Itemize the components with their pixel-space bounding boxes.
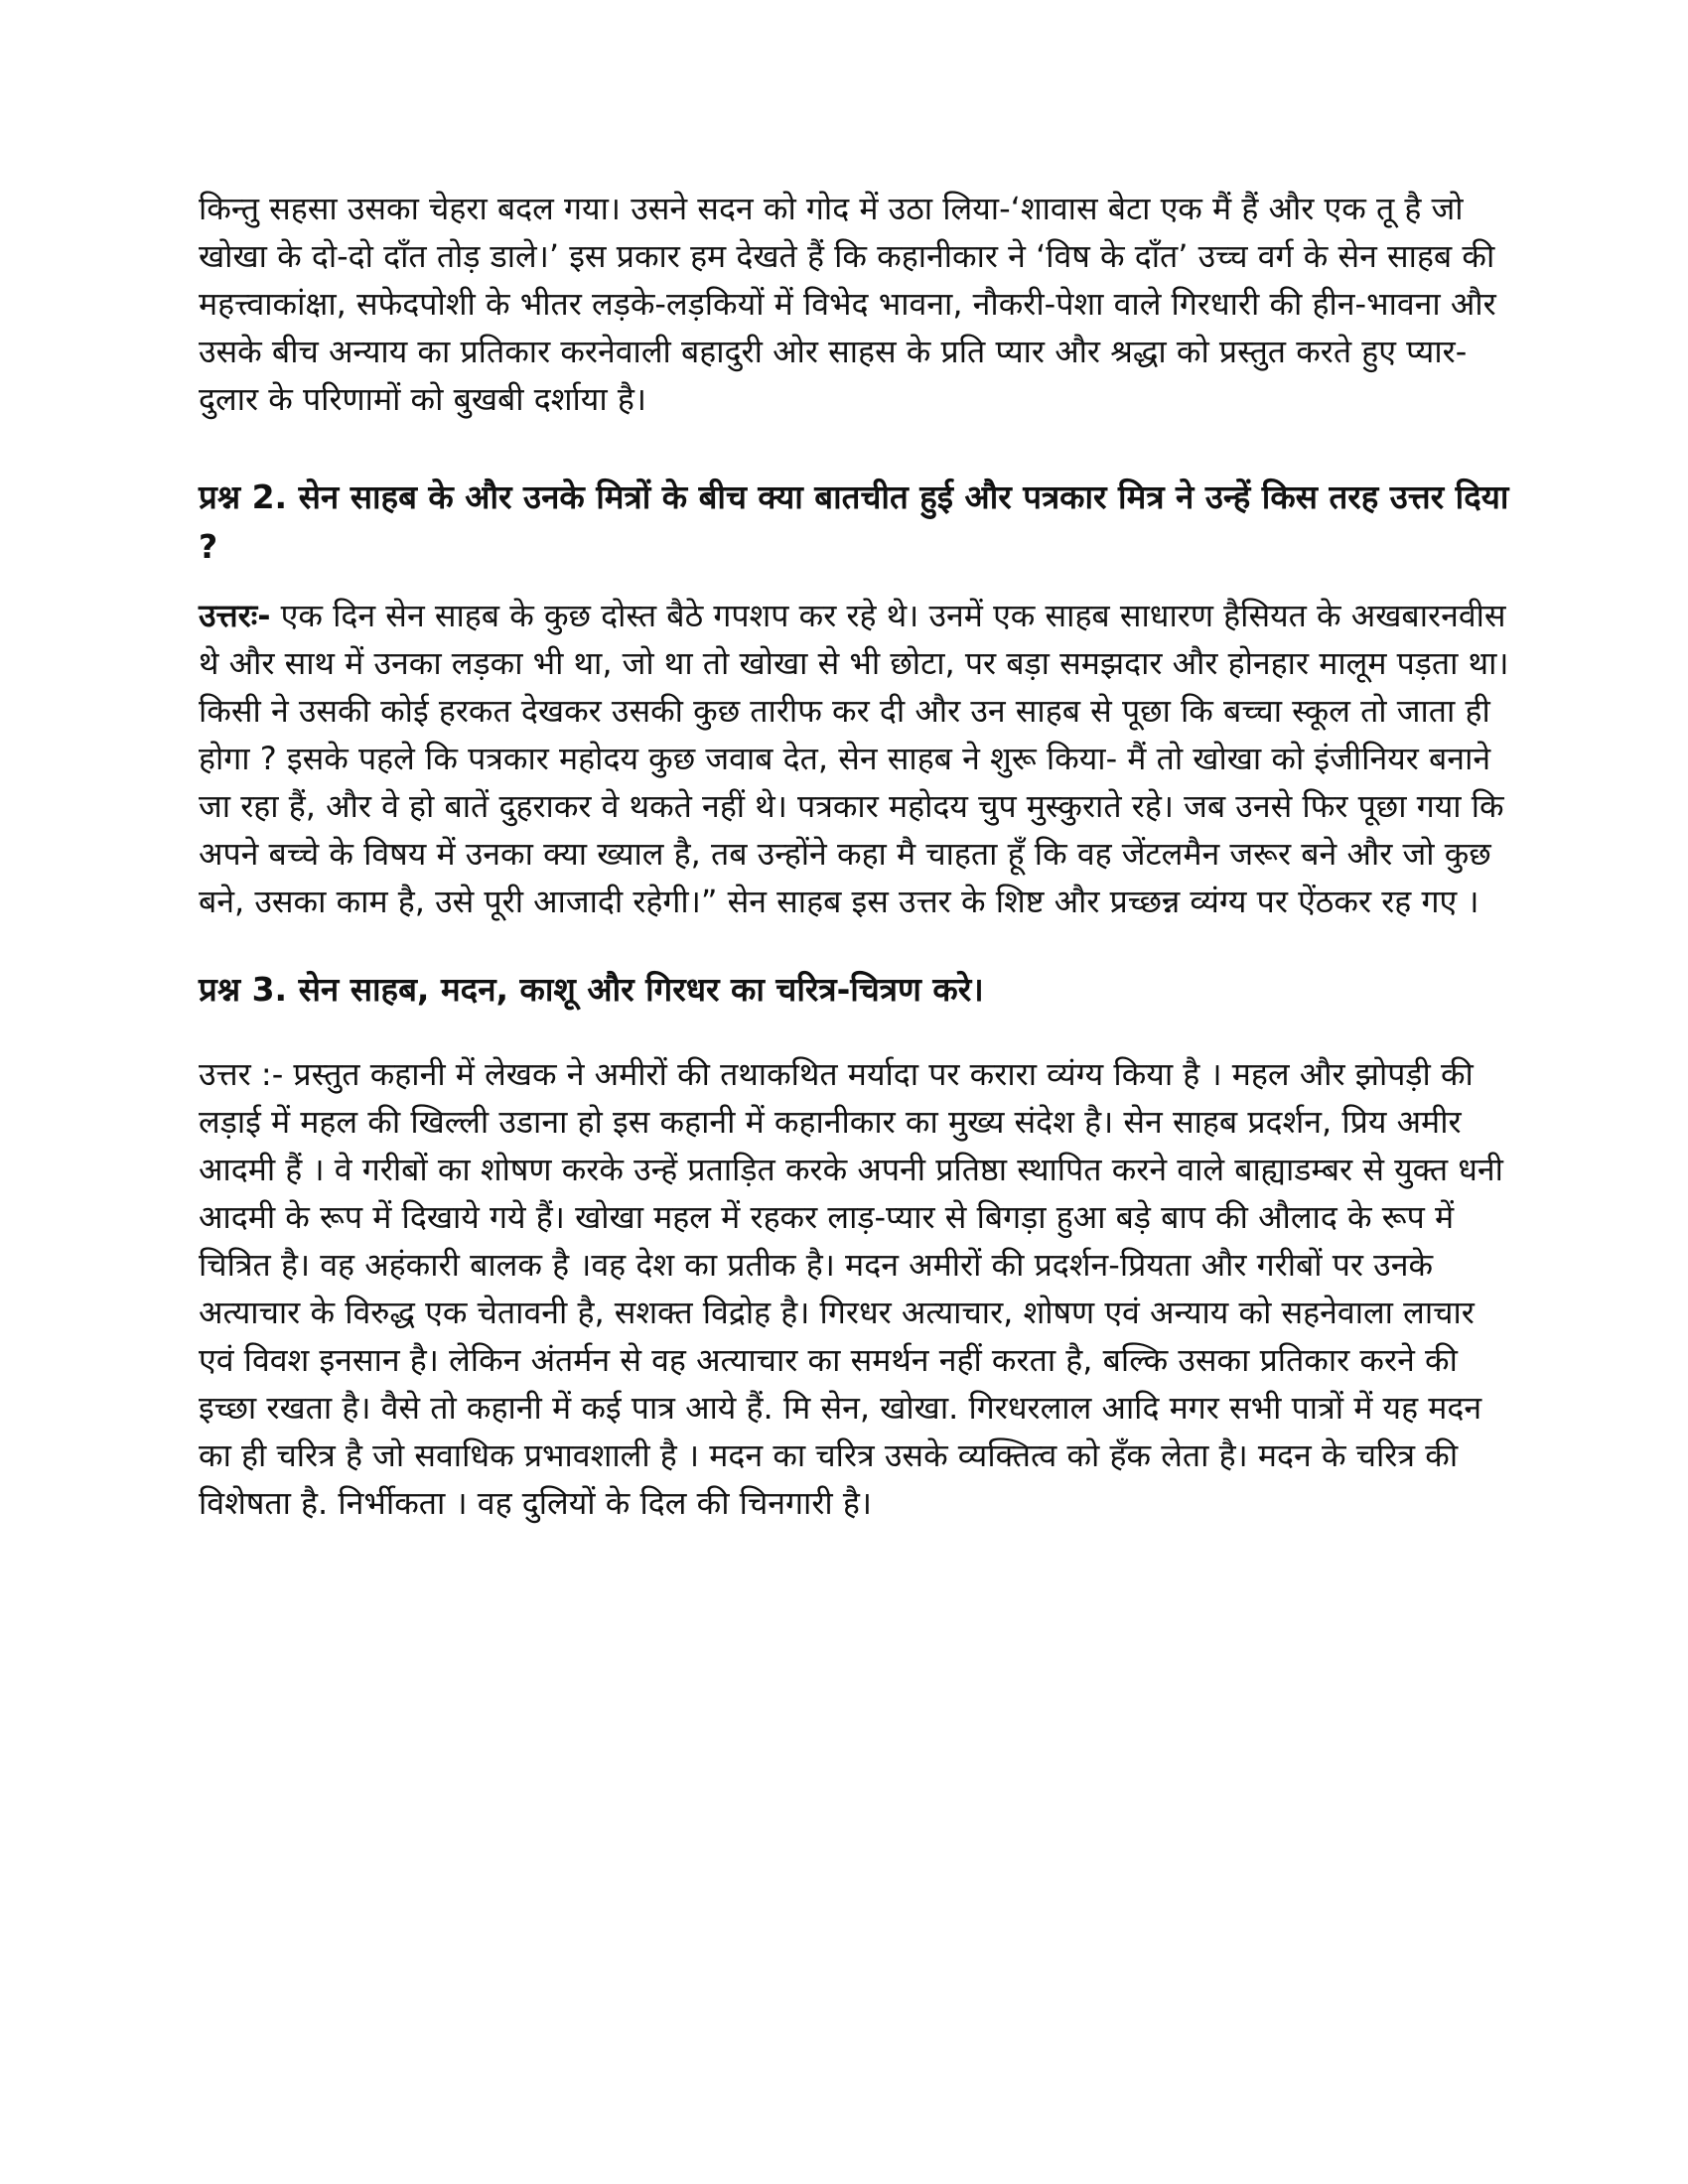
answer-label: उत्तरः-: [199, 597, 271, 634]
question-3-heading: प्रश्न 3. सेन साहब, मदन, काशू और गिरधर का चरित्र-चित्रण करे।: [199, 970, 984, 1009]
answer-text: एक दिन सेन साहब के कुछ दोस्त बैठे गपशप कर रहे थे। उनमें एक साहब साधारण हैसियत के अखबारनवीस थे और साथ में उनका लड़का भी था, जो था तो खोखा से भी छोटा, पर बड़ा समझदार और होनहार मालूम पड़ता था। किसी ने उसकी कोई हरकत देखकर उसकी कुछ तारीफ कर दी और उन साहब से पूछा कि बच्चा स्कूल तो जाता ही होगा ? इसके पहले कि पत्रकार महोदय कुछ जवाब देत, सेन साहब ने शुरू किया- मैं तो खोखा को इंजीनियर बनाने जा रहा हैं, और वे हो बातें दुहराकर वे थकते नहीं थे। पत्रकार महोदय चुप मुस्कुराते रहे। जब उनसे फिर पूछा गया कि अपने बच्चे के विषय में उनका क्या ख्याल है, तब उन्होंने कहा मै चाहता हूँ कि वह जेंटलमैन जरूर बने और जो कुछ बने, उसका काम है, उसे पूरी आजादी रहेगी।” सेन साहब इस उत्तर के शिष्ट और प्रच्छन्न व्यंग्य पर ऐंठकर रह गए ।: [199, 597, 1509, 920]
intro-paragraph: किन्तु सहसा उसका चेहरा बदल गया। उसने सदन को गोद में उठा लिया-‘शावास बेटा एक मैं हैं और एक तू है जो खोखा के दो-दो दाँत तोड़ डाले।’ इस प्रकार हम देखते हैं कि कहानीकार ने ‘विष के दाँत’ उच्च वर्ग के सेन साहब की महत्त्वाकांक्षा, सफेदपोशी के भीतर लड़के-लड़कियों में विभेद भावना, नौकरी-पेशा वाले गिरधारी की हीन-भावना और उसके बीच अन्याय का प्रतिकार करनेवाली बहादुरी ओर साहस के प्रति प्यार और श्रद्धा को प्रस्तुत करते हुए प्यार-दुलार के परिणामों को बुखबी दर्शाया है।: [199, 190, 1496, 418]
document-body: [199, 185, 1519, 1527]
question-2-heading: प्रश्न 2. सेन साहब के और उनके मित्रों के बीच क्या बातचीत हुई और पत्रकार मित्र ने उन्हें किस तरह उत्तर दिया ?: [199, 478, 1509, 566]
question-3-answer: उत्तर :- प्रस्तुत कहानी में लेखक ने अमीरों की तथाकथित मर्यादा पर करारा व्यंग्य किया है । महल और झोपड़ी की लड़ाई में महल की खिल्ली उडाना हो इस कहानी में कहानीकार का मुख्य संदेश है। सेन साहब प्रदर्शन, प्रिय अमीर आदमी हैं । वे गरीबों का शोषण करके उन्हें प्रताड़ित करके अपनी प्रतिष्ठा स्थापित करने वाले बाह्याडम्बर से युक्त धनी आदमी के रूप में दिखाये गये हैं। खोखा महल में रहकर लाड़-प्यार से बिगड़ा हुआ बड़े बाप की औलाद के रूप में चित्रित है। वह अहंकारी बालक है ।वह देश का प्रतीक है। मदन अमीरों की प्रदर्शन-प्रियता और गरीबों पर उनके अत्याचार के विरुद्ध एक चेतावनी है, सशक्त विद्रोह है। गिरधर अत्याचार, शोषण एवं अन्याय को सहनेवाला लाचार एवं विवश इनसान है। लेकिन अंतर्मन से वह अत्याचार का समर्थन नहीं करता है, बल्कि उसका प्रतिकार करने की इच्छा रखता है। वैसे तो कहानी में कई पात्र आये हैं. मि सेन, खोखा. गिरधरलाल आदि मगर सभी पात्रों में यह मदन का ही चरित्र है जो सवाधिक प्रभावशाली है । मदन का चरित्र उसके व्यक्तित्व को हँक लेता है। मदन के चरित्र की विशेषता है. निर्भीकता । वह दुलियों के दिल की चिनगारी है।: [199, 1055, 1503, 1522]
question-2-answer: [199, 592, 1519, 925]
